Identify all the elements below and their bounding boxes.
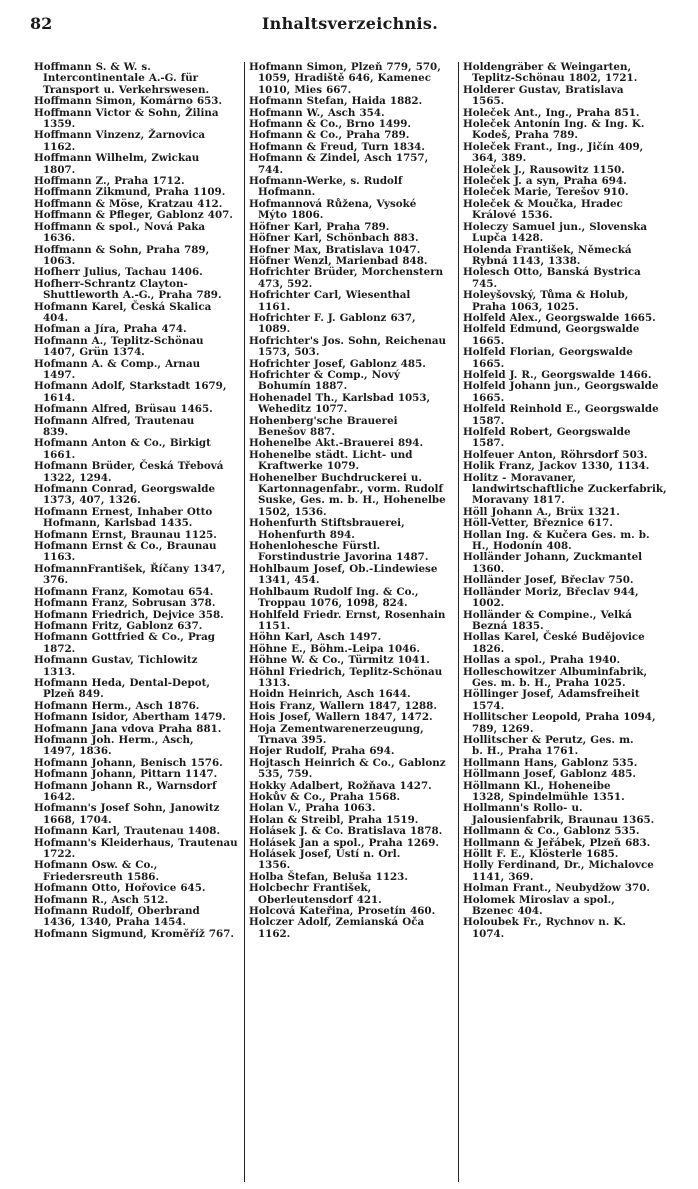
index-entry: Hofrichter Brüder, Morchenstern 473, 592.: [249, 266, 444, 290]
running-title: Inhaltsverzeichnis.: [261, 14, 439, 33]
index-entry: Hoidn Heinrich, Asch 1644.: [249, 688, 411, 701]
index-entry: Hofmann Otto, Hořovice 645.: [34, 882, 206, 895]
index-entry: Hokův & Co., Praha 1568.: [249, 791, 401, 803]
index-entry: Hofmann Herm., Asch 1876.: [34, 699, 200, 712]
index-entry: Hofmann Karl, Trautenau 1408.: [34, 825, 221, 838]
index-entry: Höhne E., Böhm.-Leipa 1046.: [249, 642, 421, 655]
index-entry: Holfeld Reinhold E., Georgswalde 1587.: [463, 403, 659, 427]
index-entry: Holländer Johann, Zuckmantel 1360.: [463, 551, 643, 575]
index-entry: Hofmann Stefan, Haida 1882.: [249, 95, 423, 108]
index-entry: Höhnl Friedrich, Teplitz-Schönau 1313.: [249, 665, 443, 689]
index-entry: Holly Ferdinand, Dr., Michalovce 1141, 369.: [463, 859, 654, 883]
index-entry: Holdengräber & Weingarten, Teplitz-Schönau 1802, 1721.: [463, 62, 638, 85]
index-entry: Hofmann Franz, Komotau 654.: [34, 585, 214, 598]
index-entry: Holcbechr František, Oberleutensdorf 421.: [249, 882, 382, 906]
index-entry: Hofmann Jana vdova Praha 881.: [34, 722, 222, 735]
index-entry: Hofmann W., Asch 354.: [249, 106, 385, 119]
index-entry: Holeček J. a syn, Praha 694.: [463, 175, 627, 188]
index-entry: Holeček Ant., Ing., Praha 851.: [463, 106, 640, 119]
index-entry: Höhn Karl, Asch 1497.: [249, 631, 382, 644]
column-right: [458, 62, 672, 1182]
index-entry: Hoffmann Vinzenz, Žarnovica 1162.: [34, 129, 206, 153]
index-entry: Hohenlohesche Fürstl. Forstindustrie Javorina 1487.: [249, 540, 429, 564]
index-entry: Hofmann Johann, Benisch 1576.: [34, 756, 223, 769]
page-header: [30, 14, 670, 38]
index-entry: Hoffmann & Pfleger, Gablonz 407.: [34, 209, 233, 222]
index-entry: Höllmann Josef, Gablonz 485.: [463, 768, 636, 781]
index-entry: Hofrichter Josef, Gablonz 485.: [249, 357, 426, 370]
index-entry: Hollmann & Jeřábek, Plzeň 683.: [463, 836, 651, 849]
index-entry: Hofmann & Co., Praha 789.: [249, 129, 410, 142]
index-entry: Holan V., Praha 1063.: [249, 802, 376, 815]
index-entry: Hofmann & Zindel, Asch 1757, 744.: [249, 152, 429, 176]
index-entry: Hollitscher Leopold, Praha 1094, 789, 1269.: [463, 711, 656, 735]
page-number: 82: [30, 14, 53, 33]
index-entry: Hohlbaum Josef, Ob.-Lindewiese 1341, 454.: [249, 562, 438, 587]
index-entry: Holeček Frant., Ing., Jičín 409, 364, 389.: [463, 140, 644, 165]
index-entry: Hofmann Fritz, Gablonz 637.: [34, 619, 203, 632]
index-entry: Hollas a spol., Praha 1940.: [463, 654, 621, 667]
index-entry: Hofmann Franz, Sobrusan 378.: [34, 597, 216, 610]
index-entry: Holfeld Florian, Georgswalde 1665.: [463, 346, 633, 370]
index-entry: Höhne W. & Co., Türmitz 1041.: [249, 654, 430, 667]
index-entry: Hofmann Osw. & Co., Friedersreuth 1586.: [34, 859, 160, 883]
index-entry: Hofherr-Schrantz Clayton-Shuttleworth A.-G., Praha 789.: [34, 277, 222, 302]
index-entry: Höllt F. E., Klösterle 1685.: [463, 848, 619, 861]
index-entry: Hofrichter Carl, Wiesenthal 1161.: [249, 289, 411, 313]
index-entry: Holländer & Compine., Velká Bezná 1835.: [463, 608, 632, 632]
index-entry: Holfeld Robert, Georgswalde 1587.: [463, 426, 631, 450]
index-entry: Hofner Max, Bratislava 1047.: [249, 243, 421, 256]
index-entry: Hollitscher & Perutz, Ges. m. b. H., Praha 1761.: [463, 733, 634, 758]
index-entry: Hofmann's Kleiderhaus, Trautenau 1722.: [34, 836, 238, 861]
index-entry: Holczer Adolf, Zemianská Oča 1162.: [249, 916, 425, 940]
index-entry: Hofmann Isidor, Abertham 1479.: [34, 711, 226, 724]
index-entry: Holesch Otto, Banská Bystrica 745.: [463, 266, 641, 290]
index-entry: Hofmann Anton & Co., Birkigt 1661.: [34, 437, 211, 461]
index-entry: Holländer Moriz, Břeclav 944, 1002.: [463, 585, 639, 610]
index-entry: Hoffmann Victor & Sohn, Žilina 1359.: [34, 106, 219, 131]
index-entry: Holásek J. & Co. Bratislava 1878.: [249, 825, 443, 838]
index-entry: Hofmann Gustav, Tichlowitz 1313.: [34, 654, 198, 678]
index-entry: Höll-Vetter, Březnice 617.: [463, 517, 613, 530]
index-entry: Hojtasch Heinrich & Co., Gablonz 535, 759.: [249, 756, 446, 781]
index-entry: Hoffmann S. & W. s. Intercontinentale A.-G. für Transport u. Verkehrswesen.: [34, 62, 210, 96]
column-middle: [244, 62, 458, 1182]
index-entry: HofmannFrantišek, Říčany 1347, 376.: [34, 562, 226, 587]
index-entry: Hofmann Conrad, Georgswalde 1373, 407, 1326.: [34, 483, 215, 507]
index-entry: Hohenfurth Stiftsbrauerei, Hohenfurth 894.: [249, 517, 405, 541]
index-entry: Hofmann Joh. Herm., Asch, 1497, 1836.: [34, 733, 194, 758]
index-entry: Hollmann's Rollo- u. Jalousienfabrik, Braunau 1365.: [463, 802, 655, 826]
index-entry: Holeček Marie, Terešov 910.: [463, 186, 629, 199]
index-entry: Hoffmann & Sohn, Praha 789, 1063.: [34, 243, 210, 267]
index-entry: Holleschowitzer Albuminfabrik, Ges. m. b. H., Praha 1025.: [463, 665, 648, 689]
index-entry: Hofmann Friedrich, Dejvice 358.: [34, 608, 224, 621]
index-entry: Höfner Wenzl, Marienbad 848.: [249, 254, 428, 267]
index-entry: Hofmann Rudolf, Oberbrand 1436, 1340, Praha 1454.: [34, 905, 200, 929]
index-entry: Holeček & Moučka, Hradec Králové 1536.: [463, 197, 623, 222]
index-entry: Hoffmann & spol., Nová Paka 1636.: [34, 220, 206, 245]
index-entry: Holcová Kateřina, Prosetín 460.: [249, 905, 436, 918]
index-entry: Holeyšovský, Tůma & Holub, Praha 1063, 1025.: [463, 289, 629, 313]
index-entry: Hofmann Brüder, Česká Třebová 1322, 1294.: [34, 460, 224, 484]
index-entry: Hollas Karel, České Budějovice 1826.: [463, 631, 645, 655]
index-entry: Hofmann-Werke, s. Rudolf Hofmann.: [249, 175, 403, 199]
index-entry: Höfner Karl, Praha 789.: [249, 220, 390, 233]
index-entry: Hofrichter & Comp., Nový Bohumín 1887.: [249, 368, 400, 393]
index-entry: Hofmann Alfred, Brüsau 1465.: [34, 403, 213, 416]
index-entry: Holik Franz, Jackov 1330, 1134.: [463, 460, 650, 473]
index-entry: Hofmann Ernest, Inhaber Otto Hofmann, Karlsbad 1435.: [34, 505, 213, 530]
index-entry: Holeček J., Rausowitz 1150.: [463, 163, 625, 176]
index-entry: Hoffmann Z., Praha 1712.: [34, 175, 185, 188]
index-entry: Höll Johann A., Brüx 1321.: [463, 505, 620, 518]
index-entry: Holan & Streibl, Praha 1519.: [249, 813, 419, 826]
column-left: [30, 62, 244, 1182]
index-entry: Hofman a Jíra, Praha 474.: [34, 323, 187, 336]
index-entry: Hohlbaum Rudolf Ing. & Co., Troppau 1076, 1098, 824.: [249, 585, 419, 610]
index-entry: Holoubek Fr., Rychnov n. K. 1074.: [463, 916, 626, 940]
index-entry: Höfner Karl, Schönbach 883.: [249, 232, 419, 245]
index-entry: Hohenadel Th., Karlsbad 1053, Weheditz 1077.: [249, 391, 431, 416]
index-entry: Hofmannová Růžena, Vysoké Mýto 1806.: [249, 197, 417, 222]
index-columns: [30, 62, 672, 1182]
index-entry: Hohenelbe städt. Licht- und Kraftwerke 1079.: [249, 448, 413, 473]
index-entry: Hofmann Heda, Dental-Depot, Plzeň 849.: [34, 676, 210, 701]
index-entry: Hofmann's Josef Sohn, Janowitz 1668, 1704.: [34, 802, 220, 826]
index-entry: Hoffmann Wilhelm, Zwickau 1807.: [34, 152, 200, 176]
index-entry: Hofmann Sigmund, Kroměříž 767.: [34, 927, 234, 940]
index-entry: Hofmann & Freud, Turn 1834.: [249, 140, 425, 153]
index-entry: Holomek Miroslav a spol., Bzenec 404.: [463, 893, 615, 918]
index-entry: Hohlfeld Friedr. Ernst, Rosenhain 1151.: [249, 608, 446, 632]
index-entry: Hofherr Julius, Tachau 1406.: [34, 266, 203, 279]
index-entry: Hojer Rudolf, Praha 694.: [249, 745, 395, 758]
index-entry: Hollmann Hans, Gablonz 535.: [463, 756, 638, 769]
index-entry: Holeček Antonín Ing. & Ing. K. Kodeš, Praha 789.: [463, 118, 645, 142]
index-entry: Hollan Ing. & Kučera Ges. m. b. H., Hodonín 408.: [463, 528, 650, 553]
index-entry: Hoffmann Simon, Komárno 653.: [34, 95, 223, 108]
index-entry: Holländer Josef, Břeclav 750.: [463, 574, 634, 587]
index-entry: Hofmann Simon, Plzeň 779, 570, 1059, Hradiště 646, Kamenec 1010, Mies 667.: [249, 62, 441, 96]
index-entry: Hofmann & Co., Brno 1499.: [249, 118, 411, 131]
index-entry: Hofmann R., Asch 512.: [34, 893, 169, 906]
index-entry: Hofrichter's Jos. Sohn, Reichenau 1573, 503.: [249, 334, 447, 359]
index-entry: Hoja Zementwarenerzeugung, Trnava 395.: [249, 722, 424, 746]
index-entry: Holderer Gustav, Bratislava 1565.: [463, 83, 624, 108]
index-entry: Hofmann Ernst & Co., Braunau 1163.: [34, 540, 217, 564]
index-entry: Hofmann Ernst, Braunau 1125.: [34, 528, 217, 541]
index-entry: Holenda František, Německá Rybná 1143, 1338.: [463, 243, 632, 267]
index-entry: Hois Franz, Wallern 1847, 1288.: [249, 699, 437, 712]
index-entry: Hokky Adalbert, Rožňava 1427.: [249, 779, 432, 792]
index-entry: Holman Frant., Neubydžow 370.: [463, 882, 650, 895]
index-entry: Holfeld Edmund, Georgswalde 1665.: [463, 323, 640, 347]
index-entry: Holitz - Moravaner, landwirtschaftliche Zuckerfabrik, Moravany 1817.: [463, 471, 667, 507]
index-entry: Hofmann A., Teplitz-Schönau 1407, Grün 1374.: [34, 334, 204, 359]
index-entry: Holásek Josef, Ústí n. Orl. 1356.: [249, 848, 401, 872]
index-entry: Höllinger Josef, Adamsfreiheit 1574.: [463, 688, 640, 712]
index-entry: Hofrichter F. J. Gablonz 637, 1089.: [249, 311, 416, 336]
index-entry: Holfeld J. R., Georgswalde 1466.: [463, 368, 652, 381]
index-entry: Hois Josef, Wallern 1847, 1472.: [249, 711, 433, 724]
index-entry: Hollmann & Co., Gablonz 535.: [463, 825, 640, 838]
index-entry: Hohenelber Buchdruckerei u. Kartonnagenfabr., vorm. Rudolf Suske, Ges. m. b. H., Hohenelbe 1502, 1536.: [249, 471, 446, 518]
index-entry: Hofmann Adolf, Starkstadt 1679, 1614.: [34, 380, 227, 404]
index-entry: Hoffmann Zikmund, Praha 1109.: [34, 186, 226, 199]
index-entry: Holásek Jan a spol., Praha 1269.: [249, 836, 439, 849]
index-entry: Holeczy Samuel jun., Slovenska Lupča 1428.: [463, 220, 648, 245]
index-entry: Hofmann Gottfried & Co., Prag 1872.: [34, 631, 215, 655]
index-entry: Holba Štefan, Beluša 1123.: [249, 870, 408, 883]
index-entry: Holfeuer Anton, Röhrsdorf 503.: [463, 448, 648, 461]
index-entry: Hoffmann & Möse, Kratzau 412.: [34, 197, 223, 210]
index-entry: Hohenberg'sche Brauerei Benešov 887.: [249, 414, 398, 438]
index-entry: Hohenelbe Akt.-Brauerei 894.: [249, 437, 424, 450]
index-entry: Hofmann A. & Comp., Arnau 1497.: [34, 357, 201, 381]
index-entry: Holfeld Johann jun., Georgswalde 1665.: [463, 380, 659, 404]
index-entry: Holfeld Alex., Georgswalde 1665.: [463, 311, 656, 324]
index-entry: Höllmann Kl., Hoheneibe 1328, Spindelmühle 1351.: [463, 779, 625, 803]
index-entry: Hofmann Johann R., Warnsdorf 1642.: [34, 779, 217, 803]
index-entry: Hofmann Johann, Pittarn 1147.: [34, 768, 218, 781]
index-entry: Hofmann Alfred, Trautenau 839.: [34, 414, 195, 438]
index-entry: Hofmann Karel, Česká Skalica 404.: [34, 300, 212, 324]
